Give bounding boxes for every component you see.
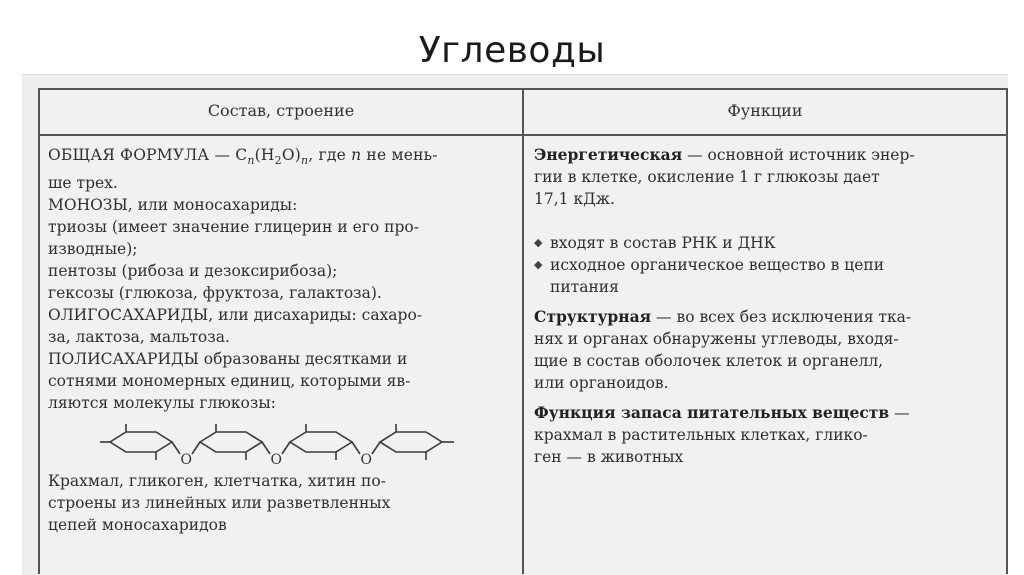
text-line: ПОЛИСАХАРИДЫ образованы десятками и xyxy=(48,350,408,369)
functions-cell xyxy=(534,144,1000,468)
storage-term: Функция запаса питательных веществ xyxy=(534,403,890,422)
header-functions: Функции xyxy=(727,101,803,120)
formula-text: , где xyxy=(308,146,352,164)
text-span: — xyxy=(889,404,910,422)
energy-term: Энергетическая xyxy=(534,145,683,164)
list-item-text: входят в состав РНК и ДНК xyxy=(550,234,776,252)
formula-n: n xyxy=(351,146,362,164)
text-line: крахмал в растительных клетках, глико- xyxy=(534,426,868,444)
list-item-text: исходное органическое вещество в цепи xyxy=(550,256,885,274)
text-line: ОЛИГОСАХАРИДЫ, или дисахариды: сахаро- xyxy=(48,306,423,325)
oxygen-label-1: O xyxy=(180,452,192,469)
formula-text: (H xyxy=(254,146,275,164)
list-item-text: питания xyxy=(550,278,619,296)
text-line: изводные); xyxy=(48,240,138,259)
oxygen-label-3: O xyxy=(360,452,372,469)
text-line: пентозы (рибоза и дезоксирибоза); xyxy=(48,262,338,281)
text-span: — во всех без исключения тка- xyxy=(651,308,912,326)
list-item-continuation xyxy=(534,276,1000,298)
carbohydrates-table xyxy=(38,88,1008,574)
list-item xyxy=(534,232,1000,254)
glucose-ring-3 xyxy=(290,432,352,452)
composition-cell xyxy=(48,144,516,536)
storage-function-line xyxy=(534,402,1000,424)
structural-term: Структурная xyxy=(534,307,652,326)
general-formula-line xyxy=(48,144,516,172)
text-line: гексозы (глюкоза, фруктоза, галактоза). xyxy=(48,284,382,303)
text-line: сотнями мономерных единиц, которыми яв- xyxy=(48,372,411,391)
formula-text: O) xyxy=(281,146,301,164)
text-line: или органоидов. xyxy=(534,374,669,392)
polysaccharide-chain-diagram xyxy=(96,420,466,468)
text-line: ше трех. xyxy=(48,174,118,193)
header-composition: Состав, строение xyxy=(207,101,355,120)
bullet-diamond-icon: ◆ xyxy=(534,236,543,249)
energy-function-line xyxy=(534,144,1000,166)
text-line: ляются молекулы глюкозы: xyxy=(48,394,276,413)
text-line: щие в состав оболочек клеток и органелл, xyxy=(534,352,884,370)
glucose-ring-4 xyxy=(380,432,442,452)
text-line: гии в клетке, окисление 1 г глюкозы дает xyxy=(534,168,880,186)
column-divider xyxy=(522,90,524,574)
bullet-diamond-icon: ◆ xyxy=(534,258,543,271)
text-line: МОНОЗЫ, или моносахариды: xyxy=(48,196,298,215)
formula-text: не мень- xyxy=(361,146,438,164)
text-line: триозы (имеет значение глицерин и его про- xyxy=(48,218,419,237)
formula-text: ОБЩАЯ ФОРМУЛА — C xyxy=(48,146,248,164)
page-title: Углеводы xyxy=(418,30,606,71)
glucose-ring-1 xyxy=(110,432,172,452)
text-line: Крахмал, гликоген, клетчатка, хитин по- xyxy=(48,472,386,491)
text-line: ген — в животных xyxy=(534,448,684,466)
text-line: нях и органах обнаружены углеводы, входя- xyxy=(534,330,899,348)
text-line: 17,1 кДж. xyxy=(534,190,615,208)
list-item xyxy=(534,254,1000,276)
formula-sub-n: n xyxy=(247,154,255,168)
text-line: строены из линейных или разветвленных xyxy=(48,494,391,513)
text-line: за, лактоза, мальтоза. xyxy=(48,328,230,347)
glucose-ring-2 xyxy=(200,432,262,452)
structural-function-line xyxy=(534,306,1000,328)
formula-sub-2: 2 xyxy=(274,154,282,168)
text-line: цепей моносахаридов xyxy=(48,516,227,535)
text-span: — основной источник энер- xyxy=(682,146,915,164)
formula-sub-n: n xyxy=(300,154,309,168)
oxygen-label-2: O xyxy=(270,452,282,469)
